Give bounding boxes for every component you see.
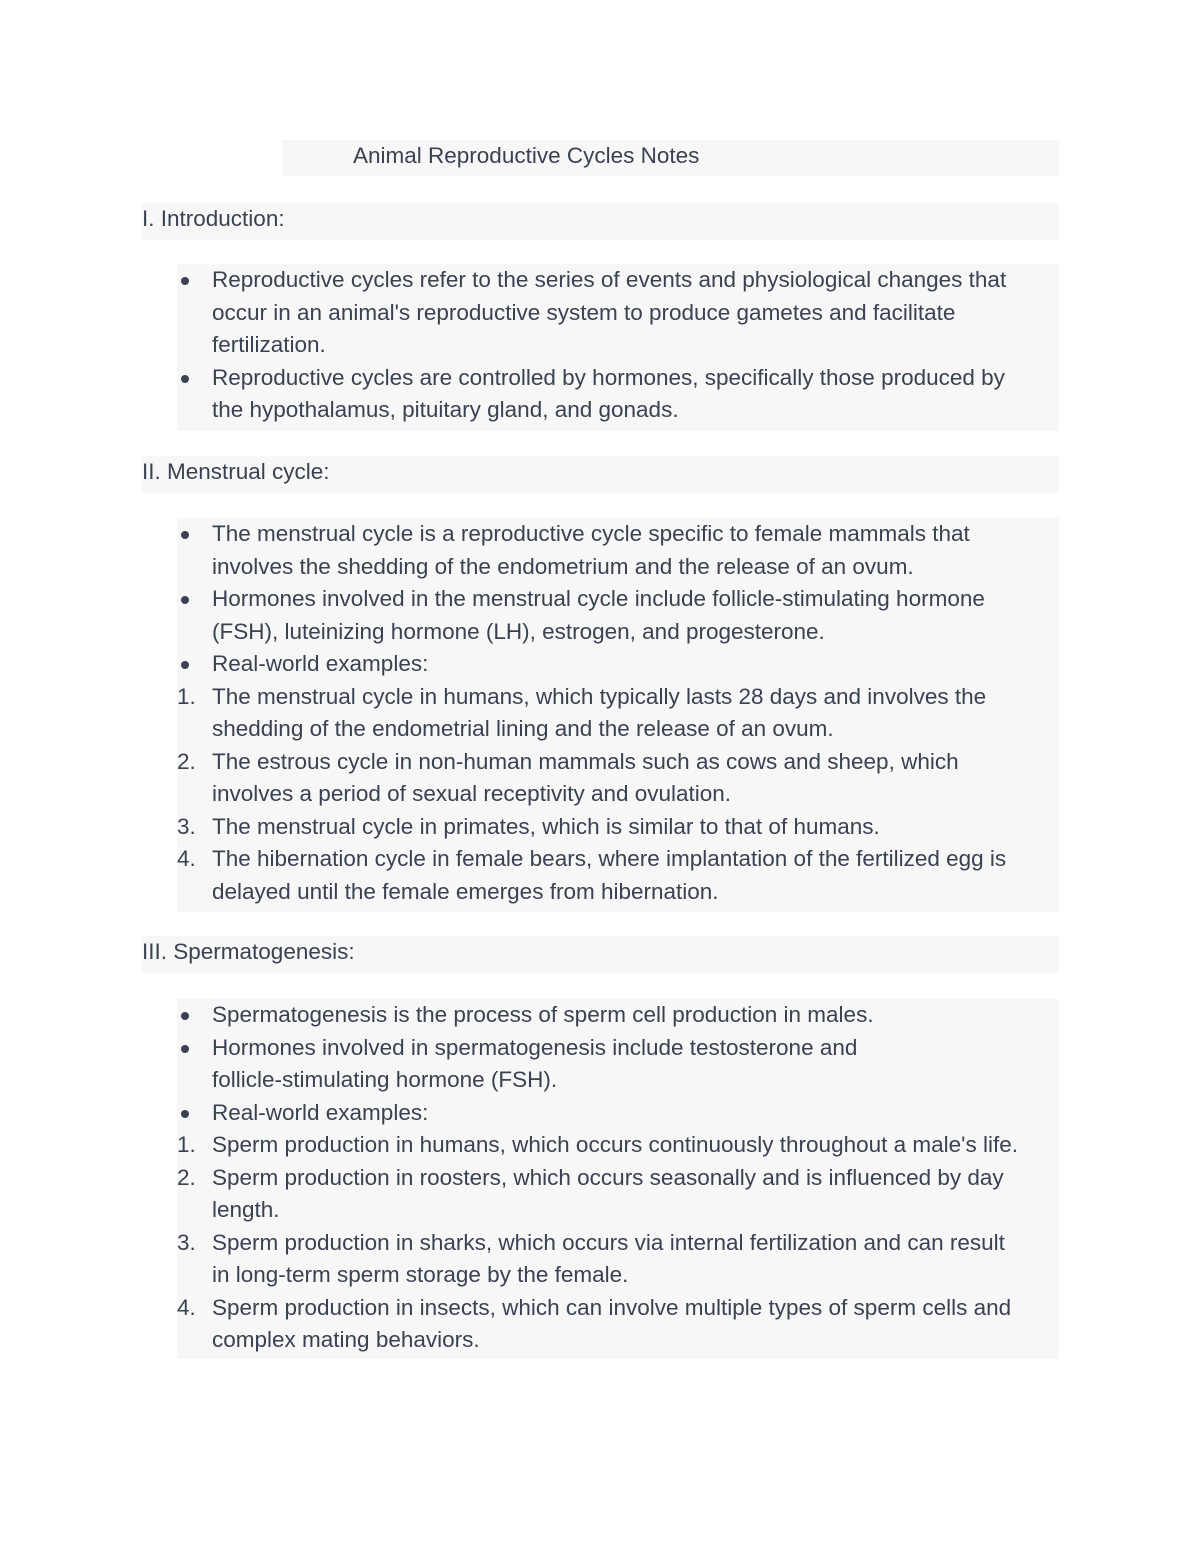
bullet-item xyxy=(177,362,1059,427)
list-item-text: Real-world examples: xyxy=(212,1099,429,1125)
numbered-item xyxy=(177,1292,1059,1357)
section-heading: III. Spermatogenesis: xyxy=(142,939,355,964)
bullet-icon xyxy=(181,531,189,539)
list-item-text: Sperm production in humans, which occurs continuously throughout a male's life. xyxy=(212,1132,1018,1157)
list-number: 2. xyxy=(177,1164,196,1190)
list-item-text: the hypothalamus, pituitary gland, and gonads. xyxy=(212,397,679,422)
numbered-item xyxy=(177,681,1059,746)
list-item-text: involves the shedding of the endometrium and the release of an ovum. xyxy=(212,553,914,579)
bullet-item xyxy=(177,583,1059,648)
list-item-text: Spermatogenesis is the process of sperm cell production in males. xyxy=(212,1002,874,1027)
numbered-item xyxy=(177,811,1059,844)
list-item-text: in long-term sperm storage by the female. xyxy=(212,1262,629,1287)
list-item-text: occur in an animal's reproductive system to produce gametes and facilitate xyxy=(212,299,956,325)
numbered-item xyxy=(177,843,1059,908)
bullet-icon xyxy=(181,1012,189,1020)
list-number: 1. xyxy=(177,683,196,709)
bullet-icon xyxy=(181,1110,189,1118)
list-item-text: length. xyxy=(212,1197,280,1222)
list-number: 3. xyxy=(177,1229,196,1255)
list-item-text: Sperm production in insects, which can involve multiple types of sperm cells and xyxy=(212,1294,1012,1320)
section-heading: II. Menstrual cycle: xyxy=(142,459,330,484)
list-number: 3. xyxy=(177,813,196,839)
list-number: 4. xyxy=(177,1294,196,1320)
list-number: 4. xyxy=(177,846,196,871)
list-item-text: The menstrual cycle in humans, which typically lasts 28 days and involves the xyxy=(212,683,987,709)
numbered-item xyxy=(177,1162,1059,1227)
list-item-text: complex mating behaviors. xyxy=(212,1327,480,1352)
numbered-item xyxy=(177,746,1059,811)
list-item-text: Hormones involved in the menstrual cycle include follicle-stimulating hormone xyxy=(212,586,985,611)
list-item-text: fertilization. xyxy=(212,332,326,357)
list-item-text: Hormones involved in spermatogenesis include testosterone and xyxy=(212,1034,858,1060)
list-item-text: Reproductive cycles are controlled by hormones, specifically those produced by xyxy=(212,364,1005,390)
bullet-item xyxy=(177,518,1059,583)
list-item-text: Sperm production in roosters, which occurs seasonally and is influenced by day xyxy=(212,1164,1004,1190)
numbered-item xyxy=(177,1129,1059,1162)
bullet-item xyxy=(177,264,1059,362)
bullet-item xyxy=(177,648,1059,681)
bullet-item xyxy=(177,1032,1059,1097)
list-number: 1. xyxy=(177,1132,196,1157)
section-heading: I. Introduction: xyxy=(142,206,285,231)
list-item-text: The hibernation cycle in female bears, where implantation of the fertilized egg is xyxy=(212,846,1007,871)
list-item-text: The menstrual cycle is a reproductive cycle specific to female mammals that xyxy=(212,521,970,546)
list-item-text: Sperm production in sharks, which occurs via internal fertilization and can result xyxy=(212,1229,1005,1255)
list-number: 2. xyxy=(177,748,196,774)
list-item-text: Real-world examples: xyxy=(212,651,429,676)
bullet-icon xyxy=(181,596,189,604)
list-item-text: (FSH), luteinizing hormone (LH), estrogen, and progesterone. xyxy=(212,618,825,644)
bullet-item xyxy=(177,999,1059,1032)
list-item-text: involves a period of sexual receptivity and ovulation. xyxy=(212,781,732,806)
list-item-text: follicle-stimulating hormone (FSH). xyxy=(212,1067,558,1092)
bullet-icon xyxy=(181,277,189,285)
list-item-text: Reproductive cycles refer to the series of events and physiological changes that xyxy=(212,267,1007,292)
bullet-icon xyxy=(181,661,189,669)
numbered-item xyxy=(177,1227,1059,1292)
bullet-icon xyxy=(181,1045,189,1053)
list-item-text: delayed until the female emerges from hibernation. xyxy=(212,878,719,904)
list-item-text: shedding of the endometrial lining and the release of an ovum. xyxy=(212,716,834,741)
bullet-item xyxy=(177,1097,1059,1130)
list-item-text: The estrous cycle in non-human mammals such as cows and sheep, which xyxy=(212,748,959,774)
bullet-icon xyxy=(181,375,189,383)
page-title: Animal Reproductive Cycles Notes xyxy=(353,143,700,168)
list-item-text: The menstrual cycle in primates, which is similar to that of humans. xyxy=(212,813,880,839)
